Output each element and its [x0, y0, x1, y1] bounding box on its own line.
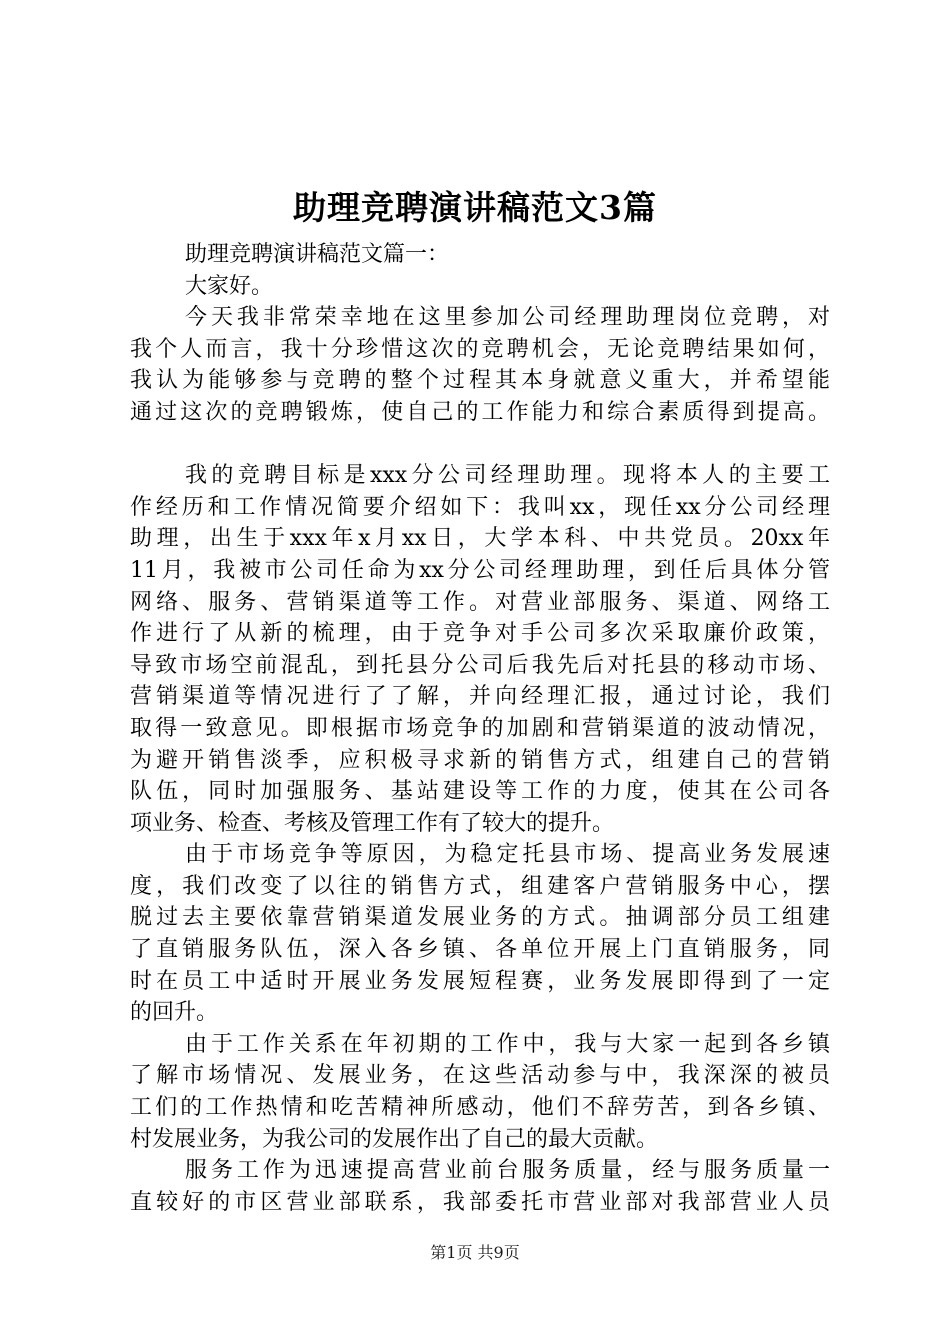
paragraph-gap: [130, 429, 830, 461]
text-line: 了直销服务队伍，深入各乡镇、各单位开展上门直销服务，同: [130, 937, 830, 963]
text-line: 村发展业务，为我公司的发展作出了自己的最大贡献。: [130, 1126, 659, 1152]
text-line: 我个人而言，我十分珍惜这次的竞聘机会，无论竞聘结果如何，: [130, 336, 830, 362]
text-line: 直较好的市区营业部联系，我部委托市营业部对我部营业人员: [130, 1189, 830, 1215]
text-line: 的回升。: [130, 1000, 219, 1026]
document-body: [130, 239, 830, 1218]
text-line: 项业务、检查、考核及管理工作有了较大的提升。: [130, 810, 615, 836]
text-line: 通过这次的竞聘锻炼，使自己的工作能力和综合素质得到提高。: [130, 399, 830, 425]
text-line: 度，我们改变了以往的销售方式，组建客户营销服务中心，摆: [130, 873, 830, 899]
text-line: 大家好。: [185, 273, 274, 299]
text-line: 脱过去主要依靠营销渠道发展业务的方式。抽调部分员工组建: [130, 905, 830, 931]
document-title: 助理竞聘演讲稿范文3篇: [293, 188, 657, 227]
text-line: 助理竞聘演讲稿范文篇一：: [185, 242, 450, 267]
text-line: 取得一致意见。即根据市场竞争的加剧和营销渠道的波动情况，: [130, 715, 830, 741]
text-line: 11月，我被市公司任命为xx分公司经理助理，到任后具体分管: [130, 557, 830, 583]
text-line: 服务工作为迅速提高营业前台服务质量，经与服务质量一: [185, 1158, 830, 1184]
text-line: 作进行了从新的梳理，由于竞争对手公司多次采取廉价政策，: [130, 621, 830, 647]
text-line: 作经历和工作情况简要介绍如下：我叫xx，现任xx分公司经理: [130, 494, 830, 520]
text-line: 营销渠道等情况进行了了解，并向经理汇报，通过讨论，我们: [130, 684, 830, 710]
text-line: 了解市场情况、发展业务，在这些活动参与中，我深深的被员: [130, 1063, 830, 1089]
text-line: 队伍，同时加强服务、基站建设等工作的力度，使其在公司各: [130, 779, 830, 805]
text-line: 助理，出生于xxx年x月xx日，大学本科、中共党员。20xx年: [130, 526, 830, 552]
text-line: 时在员工中适时开展业务发展短程赛，业务发展即得到了一定: [130, 968, 830, 994]
text-line: 网络、服务、营销渠道等工作。对营业部服务、渠道、网络工: [130, 589, 830, 615]
text-line: 我认为能够参与竞聘的整个过程其本身就意义重大，并希望能: [130, 368, 830, 394]
text-line: 导致市场空前混乱，到托县分公司后我先后对托县的移动市场、: [130, 652, 830, 678]
text-line: 由于市场竞争等原因，为稳定托县市场、提高业务发展速: [185, 842, 830, 868]
text-line: 由于工作关系在年初期的工作中，我与大家一起到各乡镇: [185, 1031, 830, 1057]
text-line: 今天我非常荣幸地在这里参加公司经理助理岗位竞聘，对: [185, 305, 830, 331]
page-footer: 第1页 共9页: [430, 1243, 520, 1262]
text-line: 为避开销售淡季，应积极寻求新的销售方式，组建自己的营销: [130, 747, 830, 773]
text-line: 我的竞聘目标是xxx分公司经理助理。现将本人的主要工: [185, 463, 830, 489]
text-line: 工们的工作热情和吃苦精神所感动，他们不辞劳苦，到各乡镇、: [130, 1095, 830, 1121]
